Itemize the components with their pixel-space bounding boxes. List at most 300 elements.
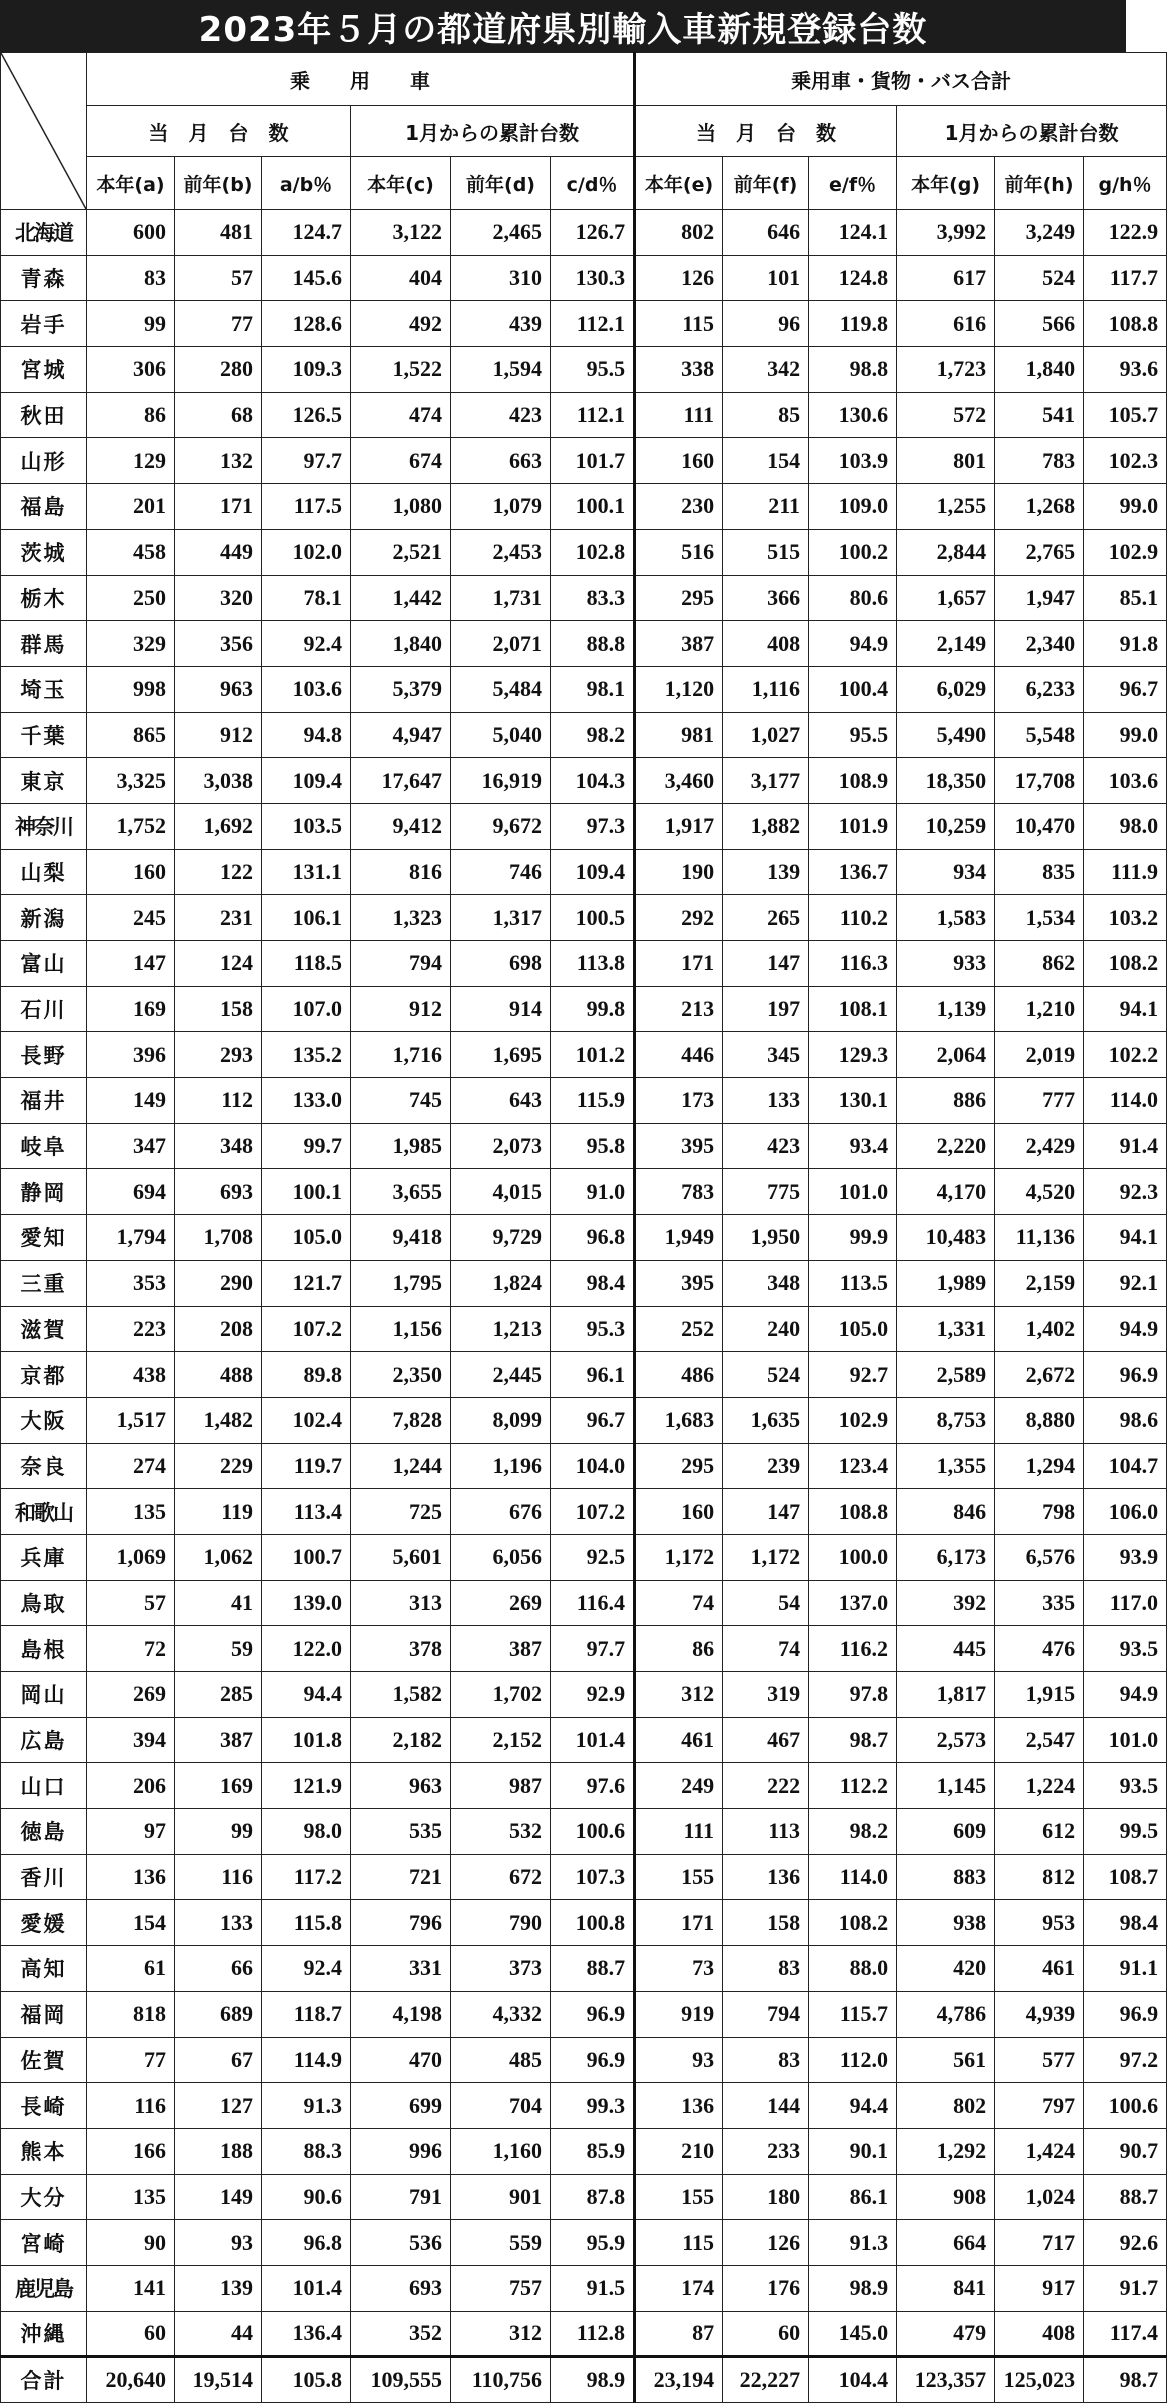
value-cell: 541 [995, 392, 1084, 438]
value-cell: 3,460 [635, 758, 723, 804]
value-cell: 93.6 [1084, 347, 1167, 393]
value-cell: 106.0 [1084, 1489, 1167, 1535]
page-title: 2023年５月の都道府県別輸入車新規登録台数 [0, 0, 1126, 52]
value-cell: 919 [635, 1991, 723, 2037]
table-row [1, 1443, 1167, 1489]
value-cell: 118.5 [262, 941, 351, 987]
column-header: 本年(a) [87, 157, 175, 210]
value-cell: 100.5 [551, 895, 635, 941]
prefecture-name: 愛知 [1, 1215, 87, 1261]
value-cell: 865 [87, 712, 175, 758]
value-cell: 342 [723, 347, 809, 393]
value-cell: 98.0 [262, 1809, 351, 1855]
value-cell: 862 [995, 941, 1084, 987]
value-cell: 95.9 [551, 2220, 635, 2266]
value-cell: 1,160 [451, 2128, 551, 2174]
value-cell: 2,071 [451, 621, 551, 667]
value-cell: 223 [87, 1306, 175, 1352]
value-cell: 2,765 [995, 529, 1084, 575]
table-row [1, 1672, 1167, 1718]
total-row [1, 2357, 1167, 2403]
table-row [1, 2083, 1167, 2129]
value-cell: 1,294 [995, 1443, 1084, 1489]
value-cell: 600 [87, 210, 175, 256]
value-cell: 115.8 [262, 1900, 351, 1946]
value-cell: 121.7 [262, 1260, 351, 1306]
value-cell: 90.7 [1084, 2128, 1167, 2174]
cumulative-header: 1月からの累計台数 [897, 106, 1167, 157]
value-cell: 2,182 [351, 1717, 451, 1763]
value-cell: 1,482 [175, 1397, 262, 1443]
value-cell: 348 [175, 1123, 262, 1169]
value-cell: 408 [723, 621, 809, 667]
table-row [1, 1260, 1167, 1306]
value-cell: 72 [87, 1626, 175, 1672]
value-cell: 818 [87, 1991, 175, 2037]
value-cell: 295 [635, 575, 723, 621]
column-header: 前年(d) [451, 157, 551, 210]
prefecture-name: 秋田 [1, 392, 87, 438]
value-cell: 2,672 [995, 1352, 1084, 1398]
value-cell: 147 [723, 941, 809, 987]
value-cell: 60 [723, 2311, 809, 2357]
table-row [1, 1580, 1167, 1626]
table-row [1, 895, 1167, 941]
value-cell: 110,756 [451, 2357, 551, 2403]
value-cell: 87.8 [551, 2174, 635, 2220]
value-cell: 131.1 [262, 849, 351, 895]
value-cell: 8,099 [451, 1397, 551, 1443]
value-cell: 103.5 [262, 803, 351, 849]
value-cell: 119.7 [262, 1443, 351, 1489]
value-cell: 98.0 [1084, 803, 1167, 849]
prefecture-name: 千葉 [1, 712, 87, 758]
value-cell: 111 [635, 392, 723, 438]
column-header: 前年(b) [175, 157, 262, 210]
value-cell: 61 [87, 1946, 175, 1992]
value-cell: 100.4 [809, 666, 897, 712]
table-row [1, 849, 1167, 895]
value-cell: 93.5 [1084, 1626, 1167, 1672]
value-cell: 1,027 [723, 712, 809, 758]
value-cell: 1,752 [87, 803, 175, 849]
column-header: 前年(f) [723, 157, 809, 210]
value-cell: 112.2 [809, 1763, 897, 1809]
value-cell: 3,655 [351, 1169, 451, 1215]
value-cell: 139 [175, 2265, 262, 2311]
value-cell: 5,484 [451, 666, 551, 712]
value-cell: 265 [723, 895, 809, 941]
value-cell: 1,080 [351, 484, 451, 530]
value-cell: 4,520 [995, 1169, 1084, 1215]
value-cell: 154 [723, 438, 809, 484]
prefecture-name: 神奈川 [1, 803, 87, 849]
value-cell: 17,647 [351, 758, 451, 804]
value-cell: 94.1 [1084, 1215, 1167, 1261]
prefecture-name: 香川 [1, 1854, 87, 1900]
value-cell: 77 [175, 301, 262, 347]
value-cell: 99.0 [1084, 712, 1167, 758]
value-cell: 1,079 [451, 484, 551, 530]
group-combined-header: 乗用車・貨物・バス合計 [635, 53, 1167, 106]
prefecture-name: 大阪 [1, 1397, 87, 1443]
value-cell: 107.2 [551, 1489, 635, 1535]
value-cell: 99.3 [551, 2083, 635, 2129]
value-cell: 96.9 [1084, 1991, 1167, 2037]
value-cell: 3,249 [995, 210, 1084, 256]
value-cell: 953 [995, 1900, 1084, 1946]
value-cell: 116.3 [809, 941, 897, 987]
value-cell: 1,355 [897, 1443, 995, 1489]
table-row [1, 2037, 1167, 2083]
value-cell: 99.7 [262, 1123, 351, 1169]
value-cell: 90.1 [809, 2128, 897, 2174]
value-cell: 612 [995, 1809, 1084, 1855]
value-cell: 485 [451, 2037, 551, 2083]
value-cell: 812 [995, 1854, 1084, 1900]
table-row [1, 2220, 1167, 2266]
value-cell: 129 [87, 438, 175, 484]
value-cell: 94.9 [809, 621, 897, 667]
value-cell: 2,465 [451, 210, 551, 256]
value-cell: 1,292 [897, 2128, 995, 2174]
prefecture-name: 徳島 [1, 1809, 87, 1855]
prefecture-name: 富山 [1, 941, 87, 987]
value-cell: 100.2 [809, 529, 897, 575]
value-cell: 664 [897, 2220, 995, 2266]
prefecture-name: 福岡 [1, 1991, 87, 2037]
value-cell: 117.4 [1084, 2311, 1167, 2357]
value-cell: 104.4 [809, 2357, 897, 2403]
value-cell: 1,145 [897, 1763, 995, 1809]
value-cell: 280 [175, 347, 262, 393]
value-cell: 60 [87, 2311, 175, 2357]
value-cell: 646 [723, 210, 809, 256]
value-cell: 180 [723, 2174, 809, 2220]
value-cell: 801 [897, 438, 995, 484]
table-row [1, 255, 1167, 301]
prefecture-name: 岡山 [1, 1672, 87, 1718]
value-cell: 883 [897, 1854, 995, 1900]
value-cell: 7,828 [351, 1397, 451, 1443]
table-row [1, 347, 1167, 393]
value-cell: 250 [87, 575, 175, 621]
value-cell: 2,019 [995, 1032, 1084, 1078]
value-cell: 717 [995, 2220, 1084, 2266]
value-cell: 2,521 [351, 529, 451, 575]
value-cell: 1,683 [635, 1397, 723, 1443]
value-cell: 1,989 [897, 1260, 995, 1306]
value-cell: 107.3 [551, 1854, 635, 1900]
value-cell: 136 [87, 1854, 175, 1900]
value-cell: 392 [897, 1580, 995, 1626]
value-cell: 1,917 [635, 803, 723, 849]
value-cell: 96.7 [551, 1397, 635, 1443]
value-cell: 86.1 [809, 2174, 897, 2220]
value-cell: 124 [175, 941, 262, 987]
value-cell: 775 [723, 1169, 809, 1215]
value-cell: 1,255 [897, 484, 995, 530]
value-cell: 102.9 [809, 1397, 897, 1443]
value-cell: 1,840 [351, 621, 451, 667]
value-cell: 1,915 [995, 1672, 1084, 1718]
value-cell: 145.6 [262, 255, 351, 301]
value-cell: 5,601 [351, 1534, 451, 1580]
table-row [1, 986, 1167, 1032]
value-cell: 3,325 [87, 758, 175, 804]
value-cell: 408 [995, 2311, 1084, 2357]
prefecture-name: 福井 [1, 1078, 87, 1124]
value-cell: 269 [87, 1672, 175, 1718]
prefecture-name: 沖縄 [1, 2311, 87, 2357]
value-cell: 149 [175, 2174, 262, 2220]
value-cell: 109.3 [262, 347, 351, 393]
value-cell: 97.3 [551, 803, 635, 849]
value-cell: 1,702 [451, 1672, 551, 1718]
value-cell: 6,056 [451, 1534, 551, 1580]
value-cell: 116 [87, 2083, 175, 2129]
value-cell: 92.9 [551, 1672, 635, 1718]
prefecture-name: 鳥取 [1, 1580, 87, 1626]
value-cell: 798 [995, 1489, 1084, 1535]
value-cell: 124.1 [809, 210, 897, 256]
value-cell: 5,490 [897, 712, 995, 758]
value-cell: 89.8 [262, 1352, 351, 1398]
prefecture-name: 宮城 [1, 347, 87, 393]
value-cell: 4,198 [351, 1991, 451, 2037]
value-cell: 126 [635, 255, 723, 301]
value-cell: 559 [451, 2220, 551, 2266]
value-cell: 101.9 [809, 803, 897, 849]
value-cell: 404 [351, 255, 451, 301]
value-cell: 912 [175, 712, 262, 758]
prefecture-name: 愛媛 [1, 1900, 87, 1946]
value-cell: 9,412 [351, 803, 451, 849]
table-row [1, 301, 1167, 347]
value-cell: 126.5 [262, 392, 351, 438]
value-cell: 11,136 [995, 1215, 1084, 1261]
value-cell: 2,152 [451, 1717, 551, 1763]
value-cell: 96.9 [1084, 1352, 1167, 1398]
table-row [1, 1123, 1167, 1169]
value-cell: 98.2 [551, 712, 635, 758]
value-cell: 135 [87, 2174, 175, 2220]
prefecture-name: 和歌山 [1, 1489, 87, 1535]
value-cell: 147 [723, 1489, 809, 1535]
value-cell: 139 [723, 849, 809, 895]
value-cell: 245 [87, 895, 175, 941]
value-cell: 269 [451, 1580, 551, 1626]
value-cell: 100.6 [551, 1809, 635, 1855]
value-cell: 791 [351, 2174, 451, 2220]
value-cell: 98.1 [551, 666, 635, 712]
value-cell: 1,731 [451, 575, 551, 621]
value-cell: 516 [635, 529, 723, 575]
value-cell: 446 [635, 1032, 723, 1078]
value-cell: 378 [351, 1626, 451, 1672]
value-cell: 783 [635, 1169, 723, 1215]
value-cell: 394 [87, 1717, 175, 1763]
value-cell: 693 [351, 2265, 451, 2311]
value-cell: 1,695 [451, 1032, 551, 1078]
value-cell: 617 [897, 255, 995, 301]
value-cell: 85 [723, 392, 809, 438]
value-cell: 320 [175, 575, 262, 621]
value-cell: 93.4 [809, 1123, 897, 1169]
value-cell: 105.7 [1084, 392, 1167, 438]
value-cell: 98.4 [551, 1260, 635, 1306]
value-cell: 295 [635, 1443, 723, 1489]
prefecture-name: 東京 [1, 758, 87, 804]
value-cell: 112.8 [551, 2311, 635, 2357]
value-cell: 80.6 [809, 575, 897, 621]
table-row [1, 1900, 1167, 1946]
value-cell: 97.8 [809, 1672, 897, 1718]
value-cell: 190 [635, 849, 723, 895]
value-cell: 101.2 [551, 1032, 635, 1078]
value-cell: 934 [897, 849, 995, 895]
value-cell: 90.6 [262, 2174, 351, 2220]
value-cell: 108.9 [809, 758, 897, 804]
value-cell: 54 [723, 1580, 809, 1626]
value-cell: 99 [87, 301, 175, 347]
value-cell: 122.9 [1084, 210, 1167, 256]
value-cell: 123,357 [897, 2357, 995, 2403]
value-cell: 794 [351, 941, 451, 987]
value-cell: 158 [723, 1900, 809, 1946]
value-cell: 101.7 [551, 438, 635, 484]
value-cell: 846 [897, 1489, 995, 1535]
value-cell: 124.8 [809, 255, 897, 301]
value-cell: 91.5 [551, 2265, 635, 2311]
value-cell: 86 [635, 1626, 723, 1672]
value-cell: 672 [451, 1854, 551, 1900]
value-cell: 373 [451, 1946, 551, 1992]
value-cell: 1,794 [87, 1215, 175, 1261]
value-cell: 123.4 [809, 1443, 897, 1489]
value-cell: 3,038 [175, 758, 262, 804]
value-cell: 97 [87, 1809, 175, 1855]
value-cell: 136 [635, 2083, 723, 2129]
value-cell: 78.1 [262, 575, 351, 621]
value-cell: 23,194 [635, 2357, 723, 2403]
prefecture-name: 栃木 [1, 575, 87, 621]
value-cell: 886 [897, 1078, 995, 1124]
value-cell: 3,992 [897, 210, 995, 256]
value-cell: 674 [351, 438, 451, 484]
value-cell: 101.0 [1084, 1717, 1167, 1763]
value-cell: 111.9 [1084, 849, 1167, 895]
value-cell: 92.7 [809, 1352, 897, 1398]
value-cell: 96.1 [551, 1352, 635, 1398]
table-row [1, 438, 1167, 484]
value-cell: 91.0 [551, 1169, 635, 1215]
value-cell: 566 [995, 301, 1084, 347]
value-cell: 841 [897, 2265, 995, 2311]
value-cell: 83 [723, 1946, 809, 1992]
value-cell: 100.7 [262, 1534, 351, 1580]
value-cell: 121.9 [262, 1763, 351, 1809]
value-cell: 721 [351, 1854, 451, 1900]
value-cell: 117.2 [262, 1854, 351, 1900]
value-cell: 1,323 [351, 895, 451, 941]
value-cell: 1,172 [635, 1534, 723, 1580]
value-cell: 96.9 [551, 2037, 635, 2083]
value-cell: 609 [897, 1809, 995, 1855]
value-cell: 101.8 [262, 1717, 351, 1763]
value-cell: 6,173 [897, 1534, 995, 1580]
value-cell: 108.2 [1084, 941, 1167, 987]
value-cell: 141 [87, 2265, 175, 2311]
value-cell: 796 [351, 1900, 451, 1946]
value-cell: 208 [175, 1306, 262, 1352]
value-cell: 88.0 [809, 1946, 897, 1992]
value-cell: 127 [175, 2083, 262, 2129]
value-cell: 2,149 [897, 621, 995, 667]
prefecture-name: 静岡 [1, 1169, 87, 1215]
value-cell: 117.7 [1084, 255, 1167, 301]
value-cell: 106.1 [262, 895, 351, 941]
value-cell: 41 [175, 1580, 262, 1626]
value-cell: 91.4 [1084, 1123, 1167, 1169]
value-cell: 492 [351, 301, 451, 347]
value-cell: 99.8 [551, 986, 635, 1032]
value-cell: 109.4 [262, 758, 351, 804]
value-cell: 92.1 [1084, 1260, 1167, 1306]
value-cell: 1,950 [723, 1215, 809, 1261]
value-cell: 104.0 [551, 1443, 635, 1489]
value-cell: 535 [351, 1809, 451, 1855]
value-cell: 1,213 [451, 1306, 551, 1352]
value-cell: 1,716 [351, 1032, 451, 1078]
value-cell: 319 [723, 1672, 809, 1718]
value-cell: 2,429 [995, 1123, 1084, 1169]
value-cell: 74 [723, 1626, 809, 1672]
value-cell: 561 [897, 2037, 995, 2083]
table-row [1, 1489, 1167, 1535]
value-cell: 1,442 [351, 575, 451, 621]
value-cell: 124.7 [262, 210, 351, 256]
value-cell: 458 [87, 529, 175, 575]
value-cell: 91.8 [1084, 621, 1167, 667]
value-cell: 2,547 [995, 1717, 1084, 1763]
value-cell: 694 [87, 1169, 175, 1215]
prefecture-name: 合計 [1, 2357, 87, 2403]
prefecture-name: 新潟 [1, 895, 87, 941]
value-cell: 100.6 [1084, 2083, 1167, 2129]
prefecture-name: 埼玉 [1, 666, 87, 712]
value-cell: 802 [897, 2083, 995, 2129]
value-cell: 18,350 [897, 758, 995, 804]
value-cell: 938 [897, 1900, 995, 1946]
value-cell: 135.2 [262, 1032, 351, 1078]
value-cell: 9,672 [451, 803, 551, 849]
value-cell: 111 [635, 1809, 723, 1855]
value-cell: 104.7 [1084, 1443, 1167, 1489]
value-cell: 102.8 [551, 529, 635, 575]
table-row [1, 712, 1167, 758]
current-month-header: 当 月 台 数 [635, 106, 897, 157]
value-cell: 420 [897, 1946, 995, 1992]
value-cell: 240 [723, 1306, 809, 1352]
value-cell: 133.0 [262, 1078, 351, 1124]
value-cell: 222 [723, 1763, 809, 1809]
value-cell: 92.6 [1084, 2220, 1167, 2266]
value-cell: 101.4 [262, 2265, 351, 2311]
table-row [1, 1763, 1167, 1809]
value-cell: 1,817 [897, 1672, 995, 1718]
value-cell: 8,880 [995, 1397, 1084, 1443]
